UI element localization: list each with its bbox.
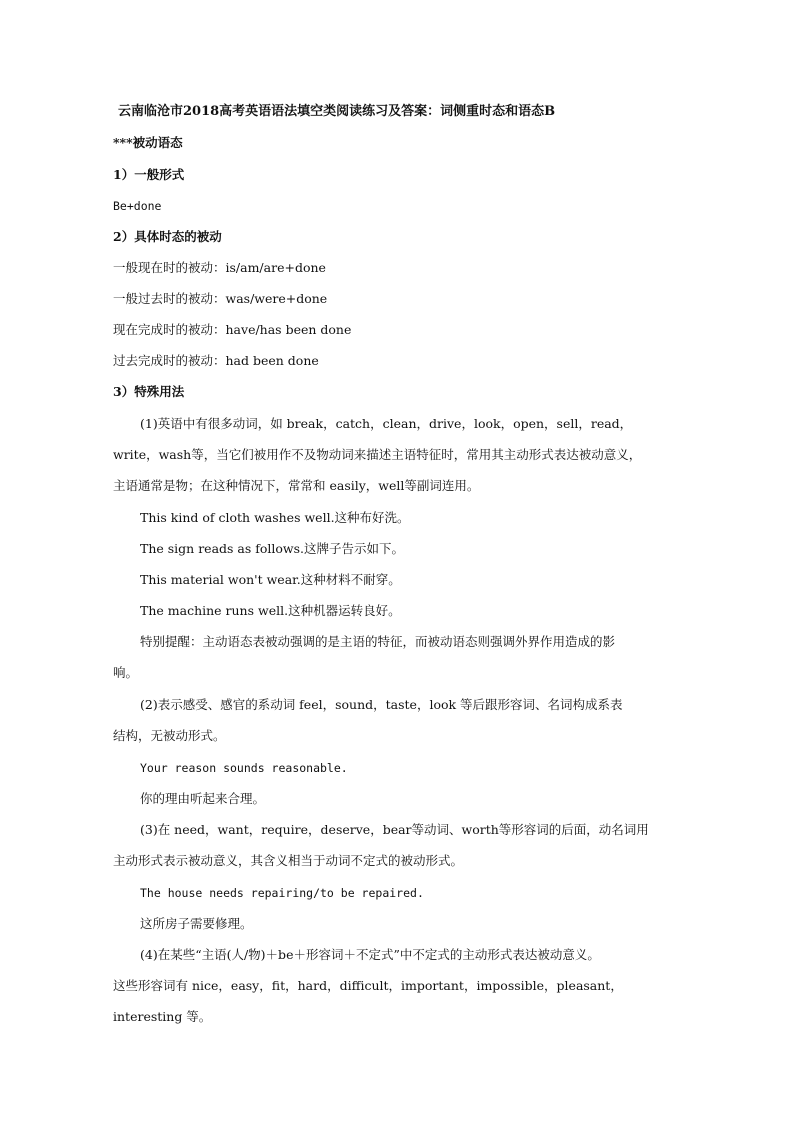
reminder-line: 响。 <box>113 665 139 680</box>
paragraph-line: interesting 等。 <box>113 1009 212 1024</box>
example-chinese: 这所房子需要修理。 <box>140 916 253 931</box>
paragraph-line: write，wash等，当它们被用作不及物动词来描述主语特征时，常用其主动形式表达被动意义， <box>113 447 642 462</box>
formula-text: Be+done <box>113 199 162 213</box>
example-line: The machine runs well.这种机器运转良好。 <box>140 603 401 618</box>
tense-line: 一般现在时的被动：is/am/are+done <box>113 260 326 275</box>
reminder-line: 特别提醒：主动语态表被动强调的是主语的特征，而被动语态则强调外界作用造成的影 <box>140 634 616 649</box>
example-english: The house needs repairing/to be repaired. <box>140 886 424 900</box>
paragraph-line: 这些形容词有 nice，easy，fit，hard，difficult，important，impossible，pleasant， <box>113 978 623 993</box>
document-title: 云南临沧市2018高考英语语法填空类阅读练习及答案：词侧重时态和语态B <box>118 104 556 119</box>
example-english: Your reason sounds reasonable. <box>140 761 348 775</box>
paragraph-line: 结构，无被动形式。 <box>113 728 226 743</box>
tense-line: 现在完成时的被动：have/has been done <box>113 322 352 337</box>
paragraph-line: (2)表示感受、感官的系动词 feel，sound，taste，look 等后跟形容词、名词构成系表 <box>140 697 623 712</box>
example-line: This kind of cloth washes well.这种布好洗。 <box>140 510 410 525</box>
example-line: The sign reads as follows.这牌子告示如下。 <box>140 541 405 556</box>
paragraph-line: 主动形式表示被动意义，其含义相当于动词不定式的被动形式。 <box>113 853 464 868</box>
heading-general-form: 1）一般形式 <box>113 167 185 182</box>
tense-line: 一般过去时的被动：was/were+done <box>113 291 328 306</box>
section-heading: ***被动语态 <box>113 135 183 150</box>
paragraph-line: (3)在 need，want，require，deserve，bear等动词、worth等形容词的后面，动名词用 <box>140 822 649 837</box>
paragraph-line: 主语通常是物；在这种情况下，常常和 easily，well等副词连用。 <box>113 478 480 493</box>
paragraph-line: (4)在某些“主语(人/物)＋be＋形容词＋不定式”中不定式的主动形式表达被动意义。 <box>140 947 600 962</box>
heading-tense-passive: 2）具体时态的被动 <box>113 229 222 244</box>
heading-special-usage: 3）特殊用法 <box>113 384 185 399</box>
example-chinese: 你的理由听起来合理。 <box>140 791 266 806</box>
example-line: This material won't wear.这种材料不耐穿。 <box>140 572 401 587</box>
paragraph-line: (1)英语中有很多动词，如 break，catch，clean，drive，look，open，sell，read， <box>140 416 633 431</box>
tense-line: 过去完成时的被动：had been done <box>113 353 319 368</box>
